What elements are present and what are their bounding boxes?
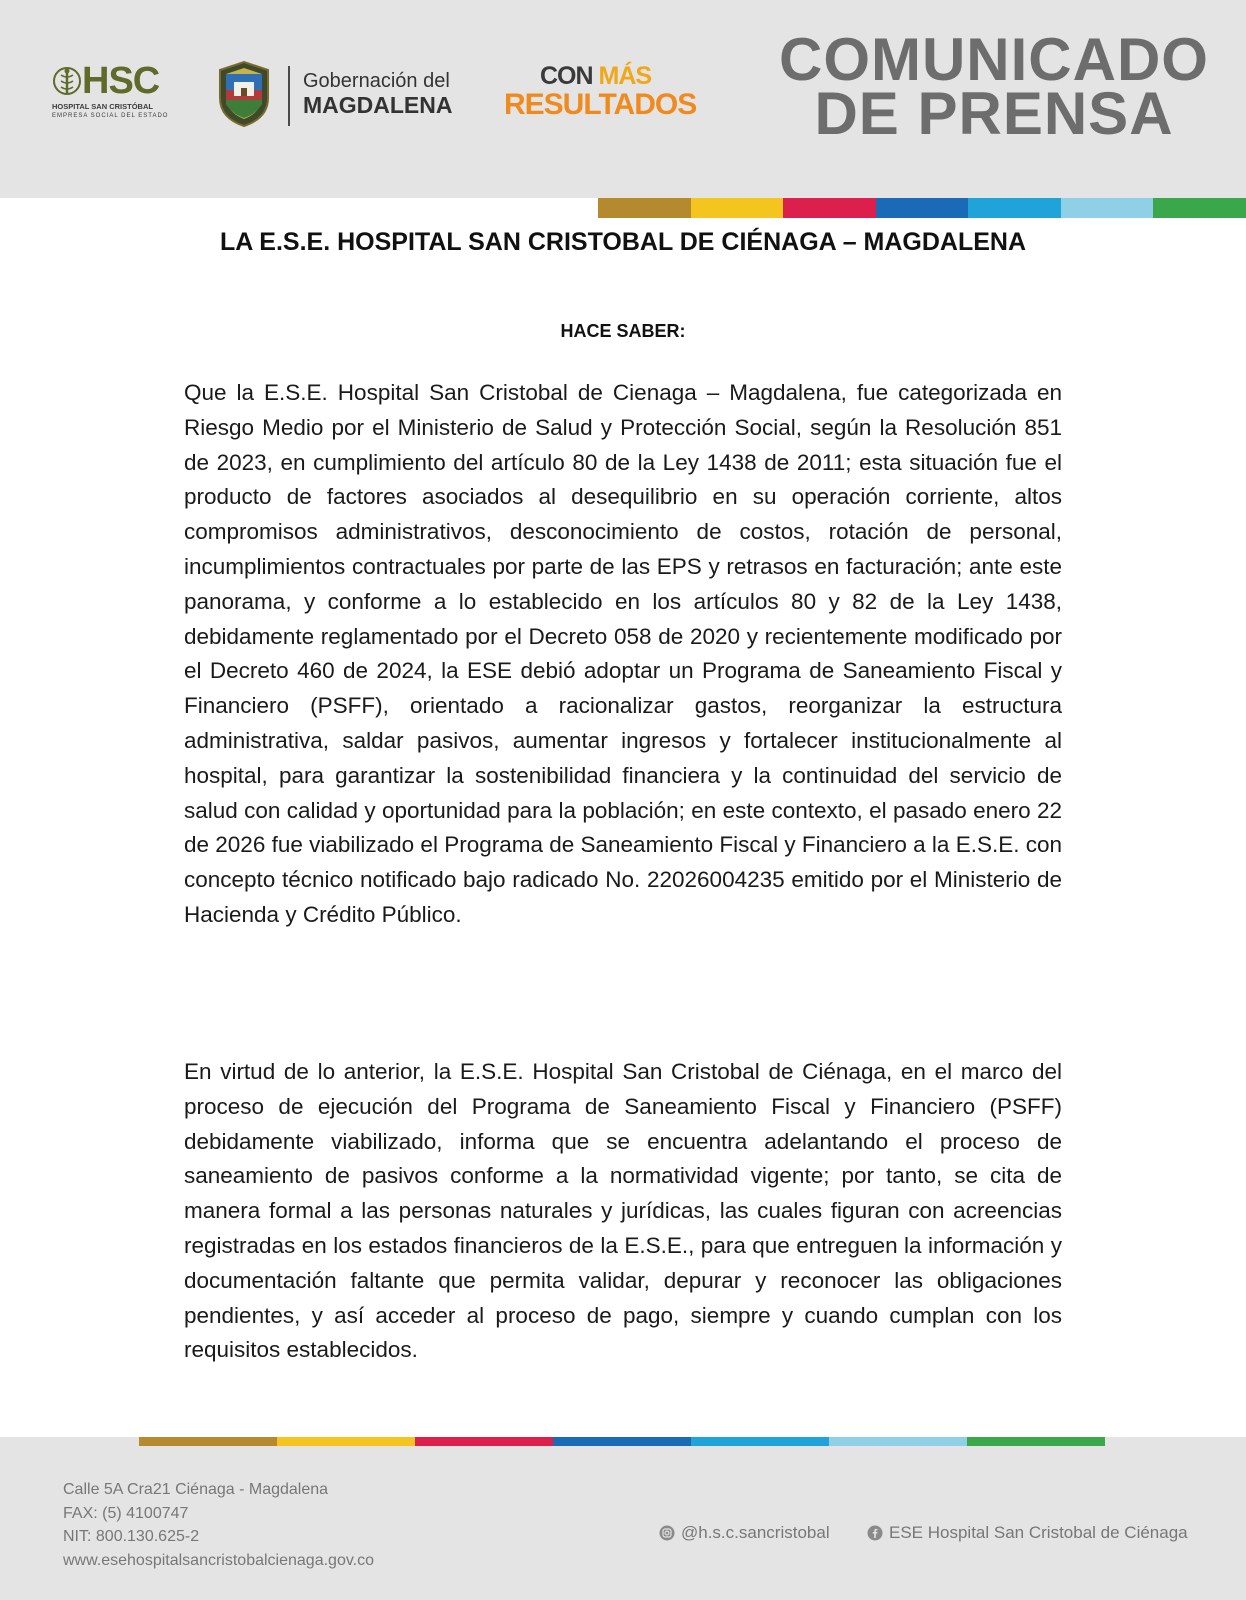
stripe-segment	[691, 1437, 829, 1446]
footer-website[interactable]: www.esehospitalsancristobalcienaga.gov.co	[63, 1552, 374, 1569]
facebook-link[interactable]	[867, 1522, 1188, 1544]
de-prensa-title: DE PRENSA	[814, 80, 1174, 147]
logo-divider	[288, 66, 290, 126]
color-stripe-bottom	[139, 1437, 1105, 1446]
hsc-logo-subtitle: HOSPITAL SAN CRISTÓBAL	[52, 102, 153, 111]
resultados-label: RESULTADOS	[504, 88, 697, 121]
footer-nit: NIT: 800.130.625-2	[63, 1528, 200, 1545]
color-stripe-top	[598, 198, 1246, 218]
instagram-link[interactable]	[659, 1522, 830, 1544]
stripe-segment	[277, 1437, 415, 1446]
stripe-segment	[967, 1437, 1105, 1446]
gobernacion-label: Gobernación del	[303, 70, 450, 92]
facebook-icon	[867, 1525, 883, 1541]
body-paragraph: Que la E.S.E. Hospital San Cristobal de Cienaga – Magdalena, fue categorizada en Riesgo Medio por el Ministerio de Salud y Protección Social, según la Resolución 851 de 2023, en cumplimiento del artículo 80 de la Ley 1438 de 2011; esta situación fue el producto de factores asociados al desequilibrio en su operación corriente, altos compromisos administrativos, desconocimiento de costos, rotación de personal, incumplimientos contractuales por parte de las EPS y retrasos en facturación; ante este panorama, y conforme a lo establecido en los artículos 80 y 82 de la Ley 1438, debidamente reglamentado por el Decreto 058 de 2020 y recientemente modificado por el Decreto 460 de 2024, la ESE debió adoptar un Programa de Saneamiento Fiscal y Financiero (PSFF), orientado a racionalizar gastos, reorganizar la estructura administrativa, saldar pasivos, aumentar ingresos y fortalecer institucionalmente al hospital, para garantizar la sostenibilidad financiera y la continuidad del servicio de salud con calidad y oportunidad para la población; en este contexto, el pasado enero 22 de 2026 fue viabilizado el Programa de Saneamiento Fiscal y Financiero a la E.S.E. con concepto técnico notificado bajo radicado No. 22026004235 emitido por el Ministerio de Hacienda y Crédito Público.	[184, 380, 1062, 927]
comunicado-title: COMUNICADO	[779, 26, 1209, 93]
stripe-segment	[553, 1437, 691, 1446]
hsc-logo	[52, 62, 177, 128]
stripe-segment	[829, 1437, 967, 1446]
magdalena-coat-of-arms-icon	[216, 60, 272, 128]
stripe-segment	[1061, 198, 1154, 218]
stripe-segment	[876, 198, 969, 218]
facebook-page-name: ESE Hospital San Cristobal de Ciénaga	[889, 1523, 1188, 1542]
header-banner	[0, 0, 1246, 198]
body-paragraph: En virtud de lo anterior, la E.S.E. Hospital San Cristobal de Ciénaga, en el marco del proceso de ejecución del Programa de Saneamiento Fiscal y Financiero (PSFF) debidamente viabilizado, informa que se encuentra adelantando el proceso de saneamiento de pasivos conforme a la normatividad vigente; por tanto, se cita de manera formal a las personas naturales y jurídicas, las cuales figuran con acreencias registradas en los estados financieros de la E.S.E., para que entreguen la información y documentación faltante que permita validar, depurar y reconocer las obligaciones pendientes, y así acceder al proceso de pago, siempre y cuando cumplan con los requisitos establecidos.	[184, 1059, 1062, 1363]
con-text: CON	[540, 62, 593, 90]
footer-address: Calle 5A Cra21 Ciénaga - Magdalena	[63, 1481, 329, 1498]
instagram-icon	[659, 1525, 675, 1541]
instagram-handle: @h.s.c.sancristobal	[681, 1523, 830, 1542]
stripe-segment	[691, 198, 784, 218]
document-subtitle: HACE SABER:	[560, 321, 686, 341]
stripe-segment	[783, 198, 876, 218]
magdalena-label: MAGDALENA	[303, 92, 453, 118]
con-mas-label	[540, 62, 651, 91]
stripe-segment	[968, 198, 1061, 218]
stripe-segment	[1153, 198, 1246, 218]
stripe-segment	[415, 1437, 553, 1446]
hsc-logo-tagline: EMPRESA SOCIAL DEL ESTADO	[52, 113, 169, 119]
footer-fax: FAX: (5) 4100747	[63, 1505, 189, 1522]
stripe-segment	[139, 1437, 277, 1446]
document-title: LA E.S.E. HOSPITAL SAN CRISTOBAL DE CIÉNAGA – MAGDALENA	[219, 228, 1027, 256]
stripe-segment	[598, 198, 691, 218]
mas-text: MÁS	[598, 62, 652, 90]
hsc-logo-text: HSC	[82, 60, 160, 102]
caduceus-icon	[52, 66, 82, 96]
